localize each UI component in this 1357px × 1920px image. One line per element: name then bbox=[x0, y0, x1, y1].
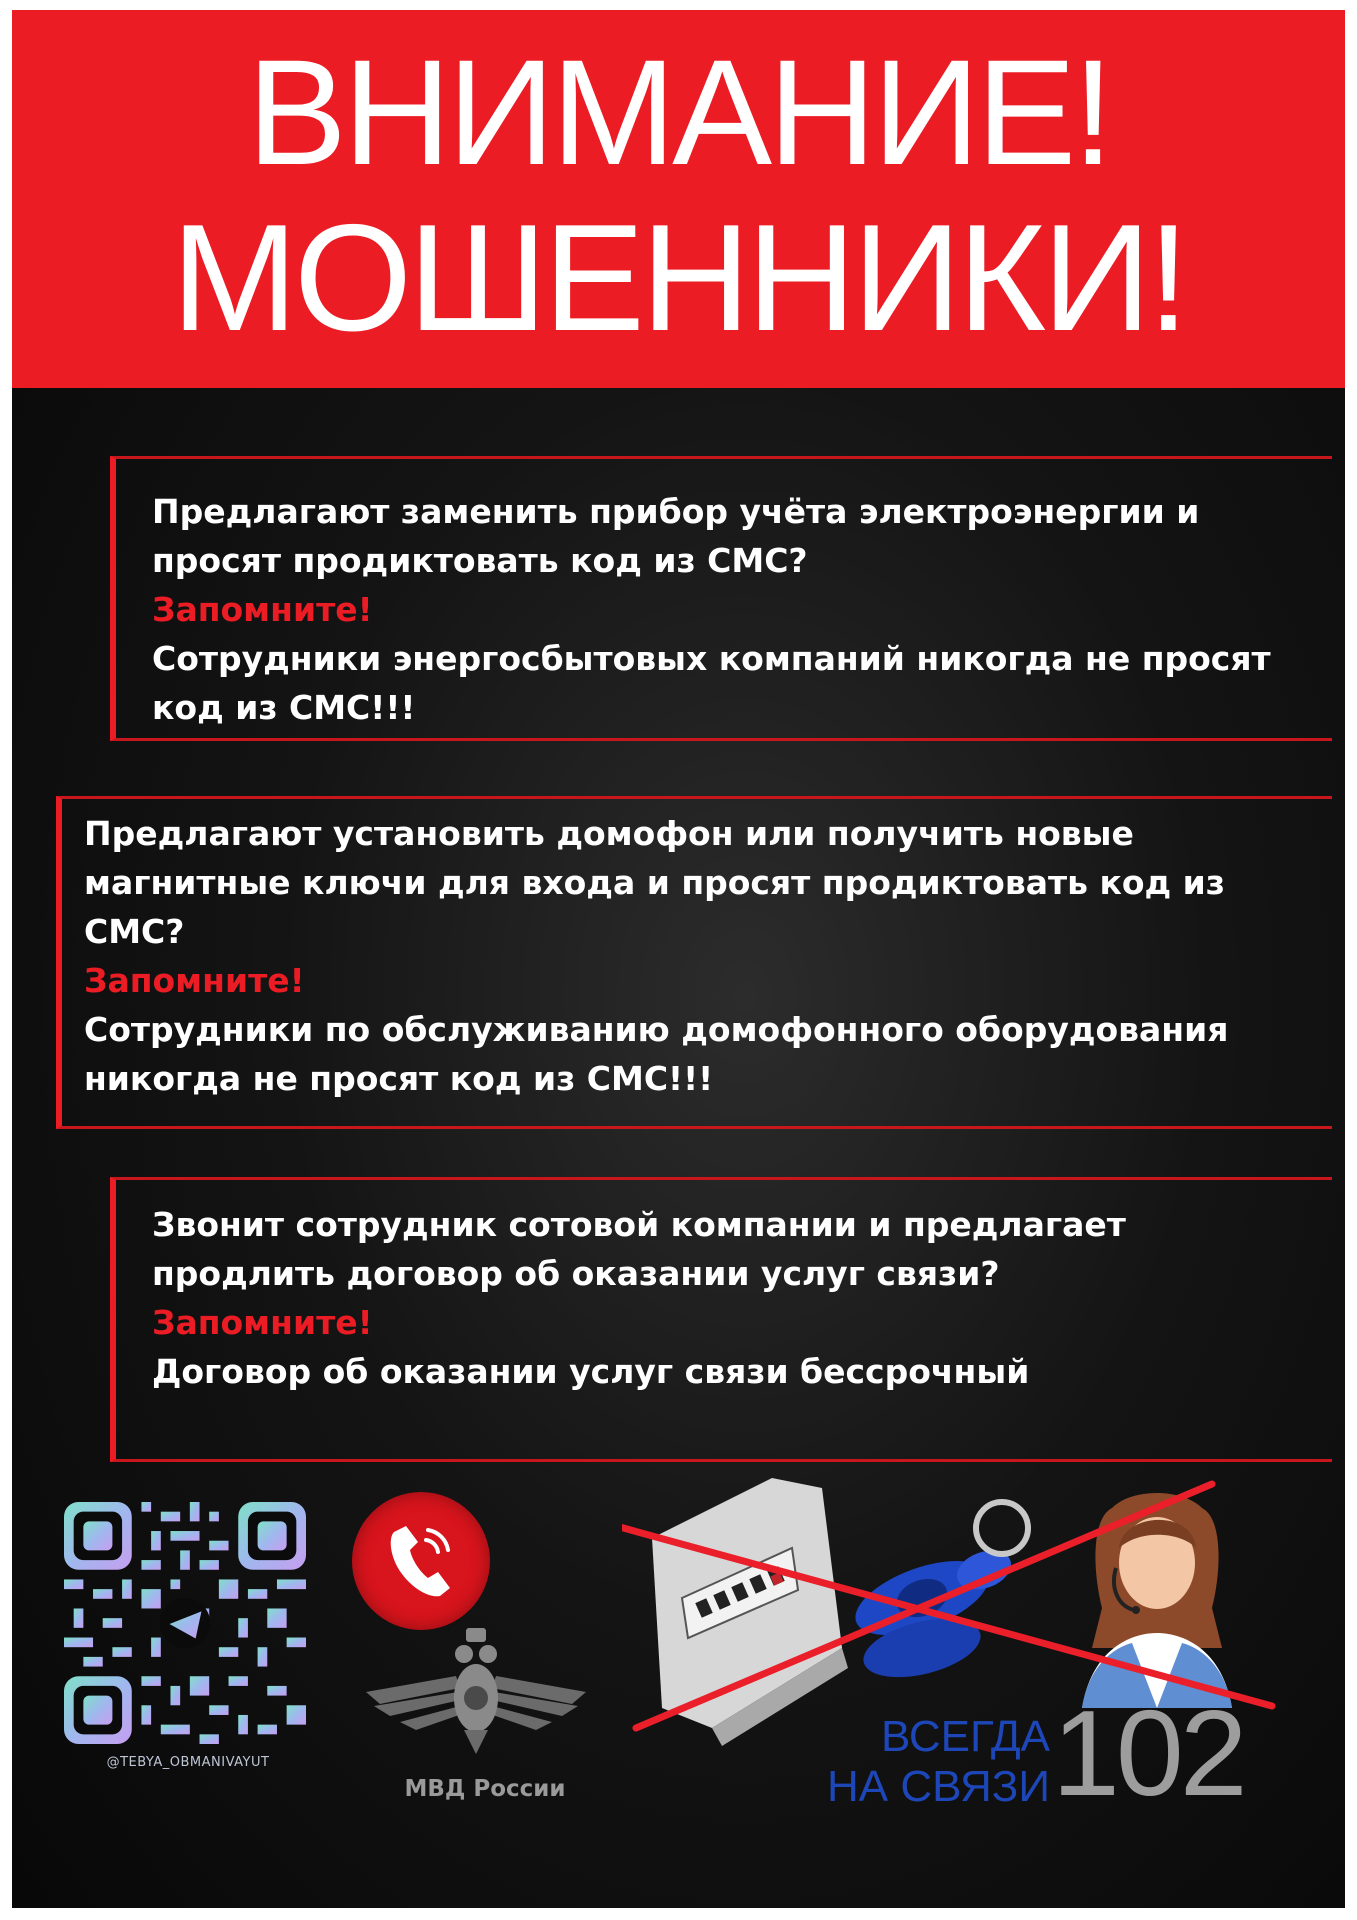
block-question: Звонит сотрудник сотовой компании и предлагает продлить договор об оказании услуг связи? bbox=[152, 1205, 1126, 1293]
phone-icon bbox=[386, 1522, 456, 1600]
block-question: Предлагают установить домофон или получить новые магнитные ключи для входа и просят продиктовать код из СМС? bbox=[84, 814, 1225, 951]
always-in-touch bbox=[818, 1712, 1050, 1812]
header-title-line2: МОШЕННИКИ! bbox=[171, 193, 1186, 363]
phone-call-button[interactable] bbox=[352, 1492, 490, 1630]
block-answer: Договор об оказании услуг связи бессрочный bbox=[152, 1352, 1030, 1391]
qr-caption: @TEBYA_OBMANIVAYUT bbox=[106, 1755, 270, 1770]
header-banner bbox=[12, 10, 1345, 388]
always-line1: ВСЕГДА bbox=[880, 1712, 1050, 1761]
poster bbox=[12, 10, 1345, 1908]
warning-block-intercom bbox=[56, 796, 1332, 1129]
block-warning: Запомните! bbox=[152, 590, 373, 629]
block-warning: Запомните! bbox=[84, 961, 305, 1000]
block-answer: Сотрудники энергосбытовых компаний никогда не просят код из СМС!!! bbox=[152, 639, 1271, 727]
mvd-label: МВД России bbox=[404, 1776, 566, 1802]
always-line2: НА СВЯЗИ bbox=[827, 1762, 1050, 1811]
emergency-number[interactable]: 102 bbox=[1052, 1685, 1244, 1821]
mvd-emblem-icon bbox=[360, 1626, 592, 1756]
block-question: Предлагают заменить прибор учёта электроэнергии и просят продиктовать код из СМС? bbox=[152, 492, 1200, 580]
block-warning: Запомните! bbox=[152, 1303, 373, 1342]
qr-code-icon[interactable] bbox=[64, 1502, 306, 1744]
warning-block-mobile bbox=[110, 1177, 1332, 1462]
block-answer: Сотрудники по обслуживанию домофонного оборудования никогда не просят код из СМС!!! bbox=[84, 1010, 1229, 1098]
warning-block-meter bbox=[110, 456, 1332, 741]
header-title-line1: ВНИМАНИЕ! bbox=[246, 28, 1111, 196]
